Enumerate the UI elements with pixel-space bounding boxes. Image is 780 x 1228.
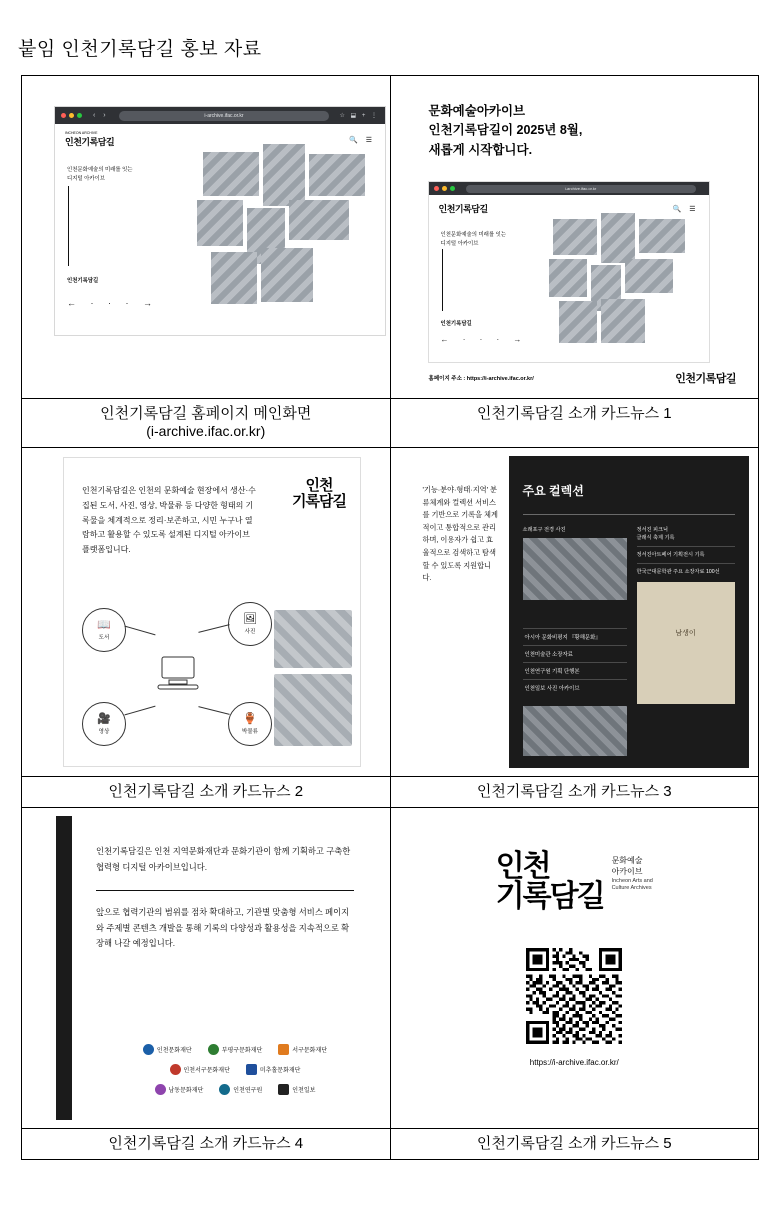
node-label: 영상 [98, 728, 110, 735]
node-label: 박물류 [242, 728, 258, 735]
cardnews-4-body [96, 844, 354, 952]
hero-copy-line2: 디지털 아카이브 [440, 240, 479, 247]
carousel-arrows[interactable]: ← · · · → [440, 335, 528, 344]
accent-bar [56, 816, 72, 1120]
subtitle-line1: 문화예술 [611, 856, 643, 866]
partner-logo [208, 1044, 263, 1055]
cell-caption-6: 인천기록담길 소개 카드뉴스 5 [391, 1128, 759, 1159]
hero-copy [441, 231, 506, 249]
node-book [82, 608, 126, 652]
collection-list-item[interactable]: 인천미술관 소장자료 [523, 645, 627, 662]
cell-caption-5: 인천기록담길 소개 카드뉴스 4 [22, 1128, 390, 1159]
search-icon[interactable]: 🔍 ☰ [349, 136, 375, 144]
divider [96, 890, 354, 891]
headline-line3: 새롭게 시작합니다. [428, 142, 533, 157]
site-logo-text: 인천기록담길 [438, 204, 488, 214]
footer-url: 홈페이지 주소 : https://i-archive.ifac.or.kr/ [428, 376, 534, 382]
collection-list-item[interactable]: 아시아 문화비평지 『황해문화』 [523, 628, 627, 645]
divider [442, 249, 443, 311]
hero-copy-line2: 디지털 아카이브 [67, 175, 105, 182]
browser-toolbar [55, 107, 385, 124]
cardnews-2-body: 인천기록담길은 인천의 문화예술 현장에서 생산·수집된 도서, 사진, 영상, 박물류 등 다양한 형태의 기록물을 체계적으로 정리·보존하고, 시민 누구나 열람하고 활용할 수 있도록 설계된 디지털 아카이브 플랫폼입니다. [82, 486, 256, 555]
caption-line1: 정서진 피크닉 [636, 527, 669, 534]
collection-photo[interactable] [523, 538, 627, 600]
partner-logo [143, 1044, 192, 1055]
hero-copy-line1: 인천문화예술의 미래를 잇는 [67, 167, 133, 173]
gallery-thumb[interactable] [203, 152, 259, 196]
video-camera-icon: 🎥 [97, 712, 111, 725]
page-title: 붙임 인천기록담길 홍보 자료 [18, 39, 262, 60]
paragraph-1: 인천기록담길은 인천 지역문화재단과 문화기관이 함께 기획하고 구축한 협력형 디지털 아카이브입니다. [96, 846, 351, 873]
footer-logo: 인천기록담길 [675, 373, 736, 385]
gallery-thumb[interactable] [549, 259, 587, 297]
node-video [82, 702, 126, 746]
grid-cell-6 [390, 808, 759, 1160]
caption-subtext: (i-archive.ifac.or.kr) [146, 423, 266, 440]
collection-title: 주요 컬렉션 [522, 484, 584, 499]
cardnews-5-frame [391, 808, 759, 1128]
site-header [55, 124, 385, 148]
photo-card-stack [274, 610, 352, 668]
gallery-thumb[interactable] [553, 219, 597, 255]
partner-mark-icon [155, 1084, 166, 1095]
collection-list-item[interactable]: 인천연구원 기획 단행본 [523, 662, 627, 679]
partner-logo [155, 1084, 204, 1095]
divider [68, 186, 69, 266]
promo-grid [21, 75, 759, 1160]
cell-caption-4: 인천기록담길 소개 카드뉴스 3 [391, 776, 759, 807]
node-artifact [228, 702, 272, 746]
partner-logo [278, 1044, 327, 1055]
paragraph-2: 앞으로 협력기관의 범위를 점차 확대하고, 기관별 맞춤형 서비스 페이지와 주제별 콘텐츠 개발을 통해 기록의 다양성과 활용성을 지속적으로 확장해 나갈 예정입니다. [96, 906, 350, 949]
connector-line [198, 624, 229, 633]
cell-caption-3: 인천기록담길 소개 카드뉴스 2 [22, 776, 390, 807]
partner-logo-row [110, 1064, 360, 1075]
subtitle-en1: Incheon Arts and [611, 877, 653, 884]
minimize-icon[interactable] [69, 113, 74, 118]
computer-icon [156, 654, 200, 692]
book-cover-image[interactable] [637, 582, 735, 704]
search-icon[interactable]: 🔍 ☰ [672, 205, 699, 213]
gallery-thumb[interactable] [639, 219, 685, 253]
brand-lockup [496, 852, 653, 912]
close-icon[interactable] [434, 186, 439, 191]
brand-line1: 인천 [495, 850, 550, 884]
archive-url[interactable]: https://i-archive.ifac.or.kr/ [529, 1058, 619, 1068]
brand-logo-line1: 인천 [305, 477, 333, 495]
brand-line2: 기록담길 [495, 880, 604, 914]
gallery-thumb[interactable] [309, 154, 365, 196]
cardnews-1-body [409, 88, 745, 388]
partner-name: 인천서구문화재단 [183, 1068, 230, 1075]
partner-name: 미추홀문화재단 [259, 1068, 301, 1075]
cardnews-4 [22, 808, 390, 1128]
partner-mark-icon [246, 1064, 257, 1075]
maximize-icon[interactable] [77, 113, 82, 118]
collection-photo[interactable] [523, 706, 627, 756]
node-label: 사진 [244, 628, 256, 635]
headline-line1: 문화예술아카이브 [428, 104, 526, 118]
gallery-thumb[interactable] [601, 299, 645, 343]
partner-name: 인천일보 [292, 1088, 316, 1095]
close-icon[interactable] [61, 113, 66, 118]
partner-mark-icon [278, 1084, 289, 1095]
divider [523, 514, 735, 515]
cardnews-2 [22, 448, 390, 776]
site-logo-sub: INCHEON ARCHIVE [65, 131, 98, 135]
address-bar[interactable]: i-archive.ifac.or.kr [466, 185, 696, 193]
brand-logo [292, 478, 346, 510]
photo-caption: 정서진아트페어 기획전시 기록 [637, 546, 735, 559]
partner-logo-row [110, 1084, 360, 1095]
cardnews-1 [391, 76, 759, 398]
hero-copy-line1: 인천문화예술의 미래를 잇는 [440, 232, 506, 238]
partner-logos [110, 1044, 360, 1104]
grid-cell-2 [390, 76, 759, 448]
connector-line [198, 706, 229, 715]
gallery-thumb[interactable] [625, 259, 673, 293]
book-icon: 📖 [97, 618, 111, 631]
partner-mark-icon [219, 1084, 230, 1095]
grid-cell-3 [22, 448, 391, 808]
hero-copy [67, 166, 132, 184]
hero-brand: 인천기록담길 [67, 278, 99, 284]
partner-logo [170, 1064, 230, 1075]
photo-caption: 한국근대문학관 주요 소장자료 100선 [637, 563, 735, 576]
toolbar-icons[interactable]: ☆ ⬓ + ⋮ [339, 113, 379, 119]
mini-site-viewport [429, 195, 709, 362]
photo-caption [637, 526, 735, 542]
collection-right-column [637, 526, 735, 704]
carousel-arrows[interactable]: ← · · · → [67, 298, 158, 308]
cardnews-1-headline [429, 102, 745, 160]
caption-text: 인천기록담길 홈페이지 메인화면 [100, 405, 312, 422]
subtitle-line2: 아카이브 [611, 867, 643, 877]
partner-name: 부평구문화재단 [221, 1048, 263, 1055]
site-viewport [55, 124, 385, 335]
homepage-screenshot [22, 76, 390, 398]
connector-line [124, 706, 155, 716]
cell-caption-1 [22, 398, 390, 447]
brand-logo-line2: 기록담길 [292, 492, 346, 510]
photo-caption: 소래포구 전경 사진 [522, 527, 566, 534]
subtitle-en2: Culture Archives [611, 885, 652, 892]
partner-name: 남동문화재단 [168, 1088, 204, 1095]
concept-diagram [82, 598, 272, 753]
brand-subtitle [612, 852, 653, 892]
cardnews-3 [391, 448, 759, 776]
partner-name: 서구문화재단 [292, 1048, 328, 1055]
photo-icon: 🖼 [243, 612, 257, 625]
cardnews-5 [391, 808, 759, 1128]
partner-logo [246, 1064, 301, 1075]
node-photo [228, 602, 272, 646]
cardnews-4-frame [40, 816, 380, 1120]
collection-left-column [523, 526, 627, 756]
cardnews-3-left-text: '기능·분야·형태·지역' 분류체계와 컬렉션 서비스를 기반으로 기록을 체계적이고 통합적으로 관리하며, 이용자가 쉽고 효율적으로 검색하고 탐색할 수 있도록 지원합니다. [422, 485, 498, 583]
partner-mark-icon [208, 1044, 219, 1055]
gallery-thumb[interactable] [601, 213, 635, 263]
grid-cell-1 [22, 76, 391, 448]
partner-name: 인천연구원 [233, 1088, 263, 1095]
address-bar[interactable]: i-archive.ifac.or.kr [119, 111, 330, 121]
site-logo-text: 인천기록담길 [65, 137, 115, 147]
site-logo[interactable] [65, 131, 114, 148]
nav-arrows[interactable]: ‹ › [93, 112, 109, 119]
gallery-thumb[interactable] [211, 252, 257, 304]
site-header [429, 195, 709, 215]
cell-caption-2: 인천기록담길 소개 카드뉴스 1 [391, 398, 759, 429]
caption-line2: 클래식 축제 기록 [636, 535, 675, 542]
grid-cell-5 [22, 808, 391, 1160]
site-logo[interactable] [439, 202, 488, 215]
gallery-thumb[interactable] [197, 200, 243, 246]
photo-artifact [274, 674, 352, 746]
hero-brand: 인천기록담길 [440, 321, 472, 327]
qr-code[interactable] [526, 948, 622, 1044]
partner-name: 인천문화재단 [156, 1048, 192, 1055]
maximize-icon[interactable] [450, 186, 455, 191]
artifact-icon: 🏺 [243, 712, 257, 725]
brand-wordmark [496, 852, 604, 912]
gallery-thumb[interactable] [289, 200, 349, 240]
browser-window [55, 107, 385, 335]
partner-logo-row [110, 1044, 360, 1055]
partner-logo [278, 1084, 315, 1095]
mini-browser-toolbar [429, 182, 709, 195]
gallery-thumb[interactable] [559, 301, 597, 343]
cardnews-3-frame [419, 456, 749, 768]
node-label: 도서 [98, 634, 110, 641]
grid-cell-4 [390, 448, 759, 808]
partner-mark-icon [143, 1044, 154, 1055]
minimize-icon[interactable] [442, 186, 447, 191]
headline-line2: 인천기록담길이 2025년 8월, [428, 123, 583, 138]
collection-list-item[interactable]: 인천일보 사진 아카이브 [523, 679, 627, 696]
cardnews-2-frame [64, 458, 360, 766]
collection-panel [509, 456, 749, 768]
partner-mark-icon [278, 1044, 289, 1055]
gallery-thumb[interactable] [263, 144, 305, 206]
gallery-thumb[interactable] [261, 248, 313, 302]
partner-logo [219, 1084, 262, 1095]
partner-mark-icon [170, 1064, 181, 1075]
connector-line [124, 626, 155, 636]
book-title: 남생이 [675, 630, 696, 638]
mini-browser-window [429, 182, 709, 362]
